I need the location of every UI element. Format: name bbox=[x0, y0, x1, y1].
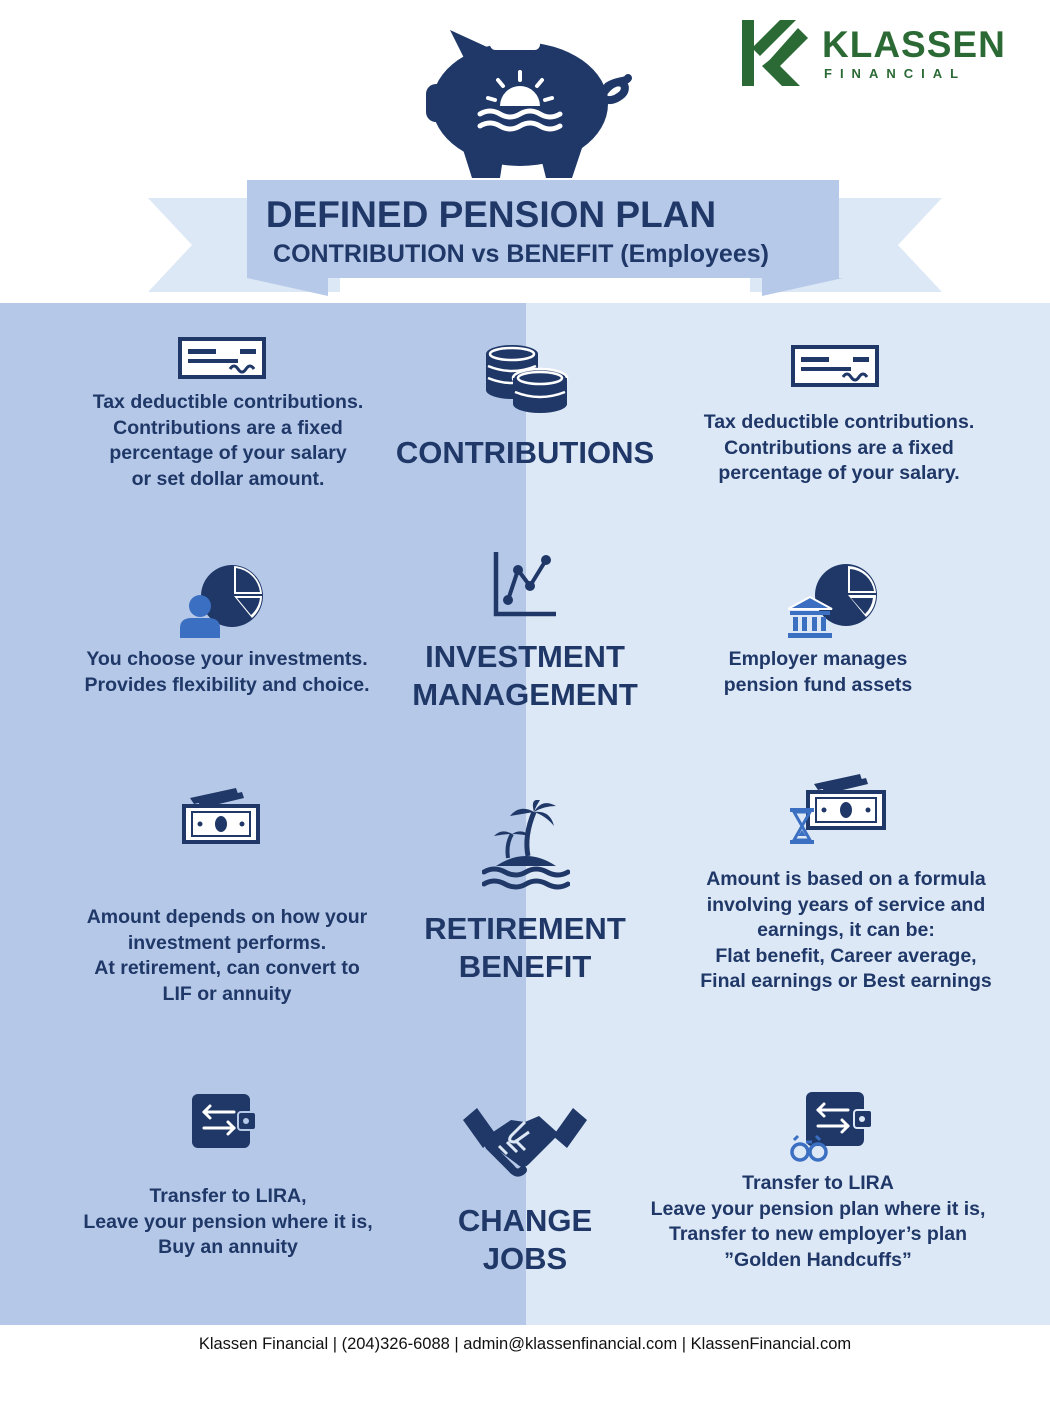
piggy-bank-sun-icon bbox=[420, 22, 635, 182]
cheque-icon bbox=[178, 337, 266, 379]
klassen-logo-mark-icon bbox=[740, 18, 810, 88]
heading-change-jobs: CHANGE JOBS bbox=[457, 1203, 593, 1276]
island-icon bbox=[482, 800, 570, 894]
wallet-handcuffs-icon bbox=[788, 1090, 880, 1162]
heading-contributions: CONTRIBUTIONS bbox=[395, 435, 655, 470]
page-subtitle: CONTRIBUTION vs BENEFIT (Employees) bbox=[273, 240, 769, 268]
retirement-right-text: Amount is based on a formula involving years of service and earnings, it can be: Flat benefit, Career average, Final earnings or Best earnings bbox=[700, 868, 992, 993]
cash-icon bbox=[180, 786, 262, 846]
heading-retirement-benefit: RETIREMENT BENEFIT bbox=[424, 911, 626, 984]
contributions-right-text: Tax deductible contributions. Contributions are a fixed percentage of your salary. bbox=[703, 411, 975, 485]
retirement-left-text: Amount depends on how your investment performs. At retirement, can convert to LIF or annuity bbox=[86, 906, 368, 1005]
change-jobs-right-text: Transfer to LIRA Leave your pension plan where it is, Transfer to new employer’s plan ”Golden Handcuffs” bbox=[650, 1172, 986, 1271]
person-pie-chart-icon bbox=[180, 564, 266, 638]
title-banner bbox=[247, 180, 839, 278]
brand-sub: FINANCIAL bbox=[824, 66, 967, 81]
coins-icon bbox=[484, 342, 570, 414]
change-jobs-left-text: Transfer to LIRA, Leave your pension where it is, Buy an annuity bbox=[83, 1185, 373, 1259]
investment-right-text: Employer manages pension fund assets bbox=[723, 648, 913, 696]
line-chart-icon bbox=[490, 550, 560, 620]
footer-contact: Klassen Financial | (204)326-6088 | admin@klassenfinancial.com | KlassenFinancial.com bbox=[198, 1335, 852, 1353]
handshake-icon bbox=[463, 1106, 587, 1180]
bank-pie-chart-icon bbox=[788, 563, 882, 639]
brand-name: KLASSEN bbox=[822, 24, 1006, 65]
klassen-logo bbox=[740, 18, 1010, 90]
wallet-transfer-icon bbox=[190, 1092, 260, 1150]
investment-left-text: You choose your investments. Provides flexibility and choice. bbox=[84, 648, 370, 696]
heading-investment-management: INVESTMENT MANAGEMENT bbox=[412, 639, 638, 712]
cheque-icon bbox=[791, 345, 879, 387]
contributions-left-text: Tax deductible contributions. Contributions are a fixed percentage of your salary or set dollar amount. bbox=[92, 391, 364, 490]
page-title: DEFINED PENSION PLAN bbox=[265, 194, 717, 235]
cash-hourglass-icon bbox=[788, 772, 888, 846]
